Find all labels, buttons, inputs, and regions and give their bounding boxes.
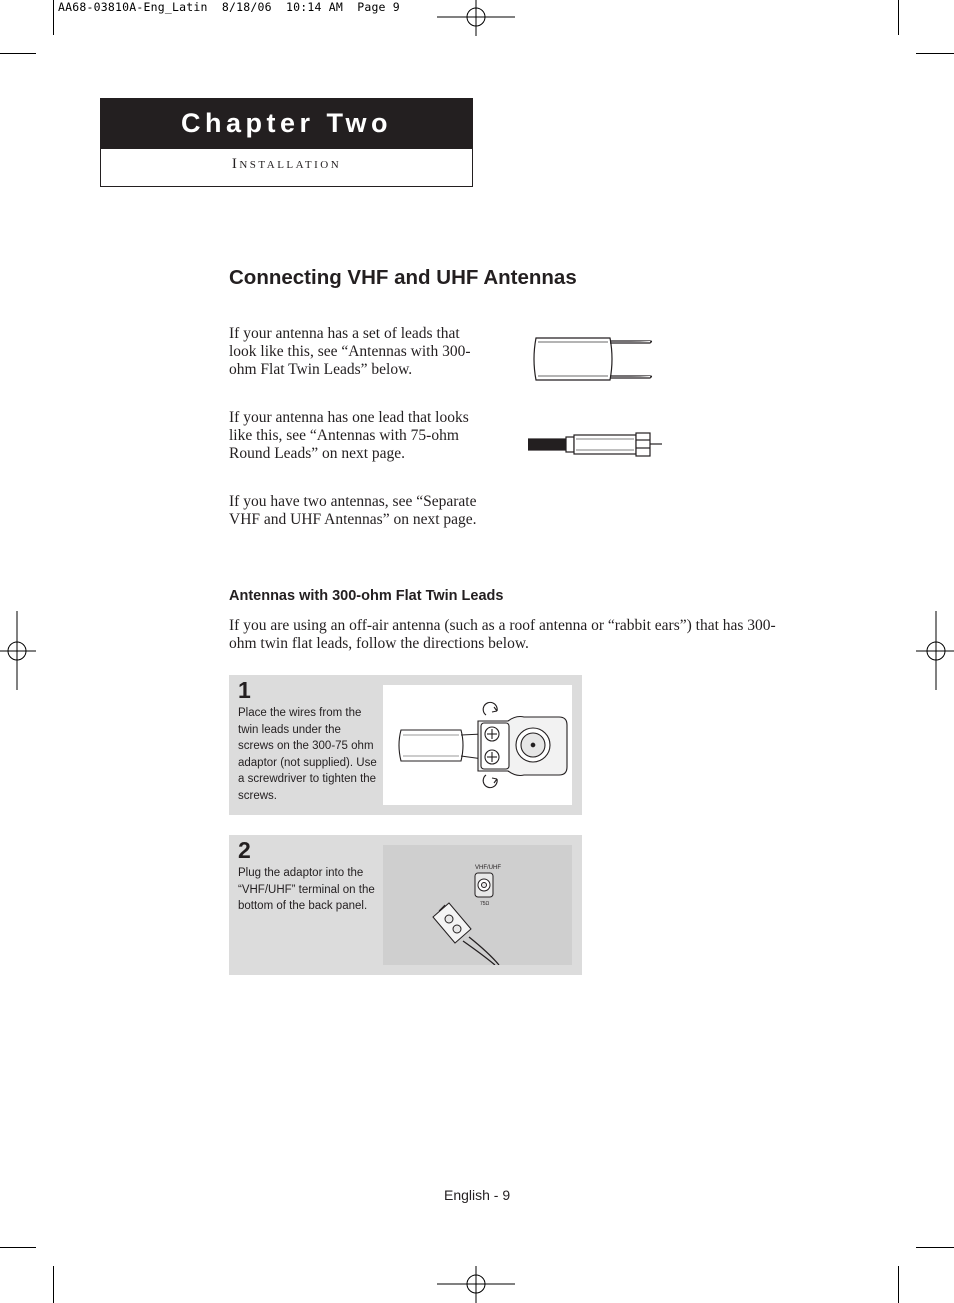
chapter-subtitle: Installation — [231, 156, 342, 172]
adaptor-illustration — [383, 685, 572, 805]
flat-twin-lead-illustration — [528, 334, 658, 386]
step-instructions: Place the wires from the twin leads under the screws on the 300-75 ohm adaptor (not supplied). Use a screwdriver to tighten the screws. — [238, 707, 377, 802]
chapter-title: Chapter Two — [101, 99, 472, 149]
chapter-header — [100, 98, 473, 187]
ohm-label: 75Ω — [480, 901, 490, 907]
paragraph-two-antennas: If you have two antennas, see “Separate VHF and UHF Antennas” on next page. — [229, 493, 477, 528]
print-header: AA68-03810A-Eng_Latin 8/18/06 10:14 AM Page 9 — [58, 0, 400, 14]
coax-lead-illustration — [528, 430, 664, 460]
vhf-uhf-terminal-label: VHF/UHF — [475, 865, 501, 871]
step-instructions: Plug the adaptor into the “VHF/UHF” terminal on the bottom of the back panel. — [238, 867, 375, 912]
paragraph-twin-leads: If your antenna has a set of leads that look like this, see “Antennas with 300-ohm Flat Twin Leads” below. — [229, 325, 471, 378]
section-title: Connecting VHF and UHF Antennas — [229, 266, 577, 289]
paragraph-round-lead: If your antenna has one lead that looks like this, see “Antennas with 75-ohm Round Leads” on next page. — [229, 409, 469, 462]
page-number: English - 9 — [444, 1187, 511, 1203]
terminal-illustration — [383, 845, 572, 965]
step-number: 2 — [238, 837, 251, 863]
step-number: 1 — [238, 677, 251, 703]
subsection-title: Antennas with 300-ohm Flat Twin Leads — [229, 588, 504, 604]
step-2 — [229, 835, 582, 975]
step-1 — [229, 675, 582, 815]
subsection-intro: If you are using an off-air antenna (such as a roof antenna or “rabbit ears”) that has 300-ohm twin flat leads, follow the directions below. — [229, 617, 776, 652]
